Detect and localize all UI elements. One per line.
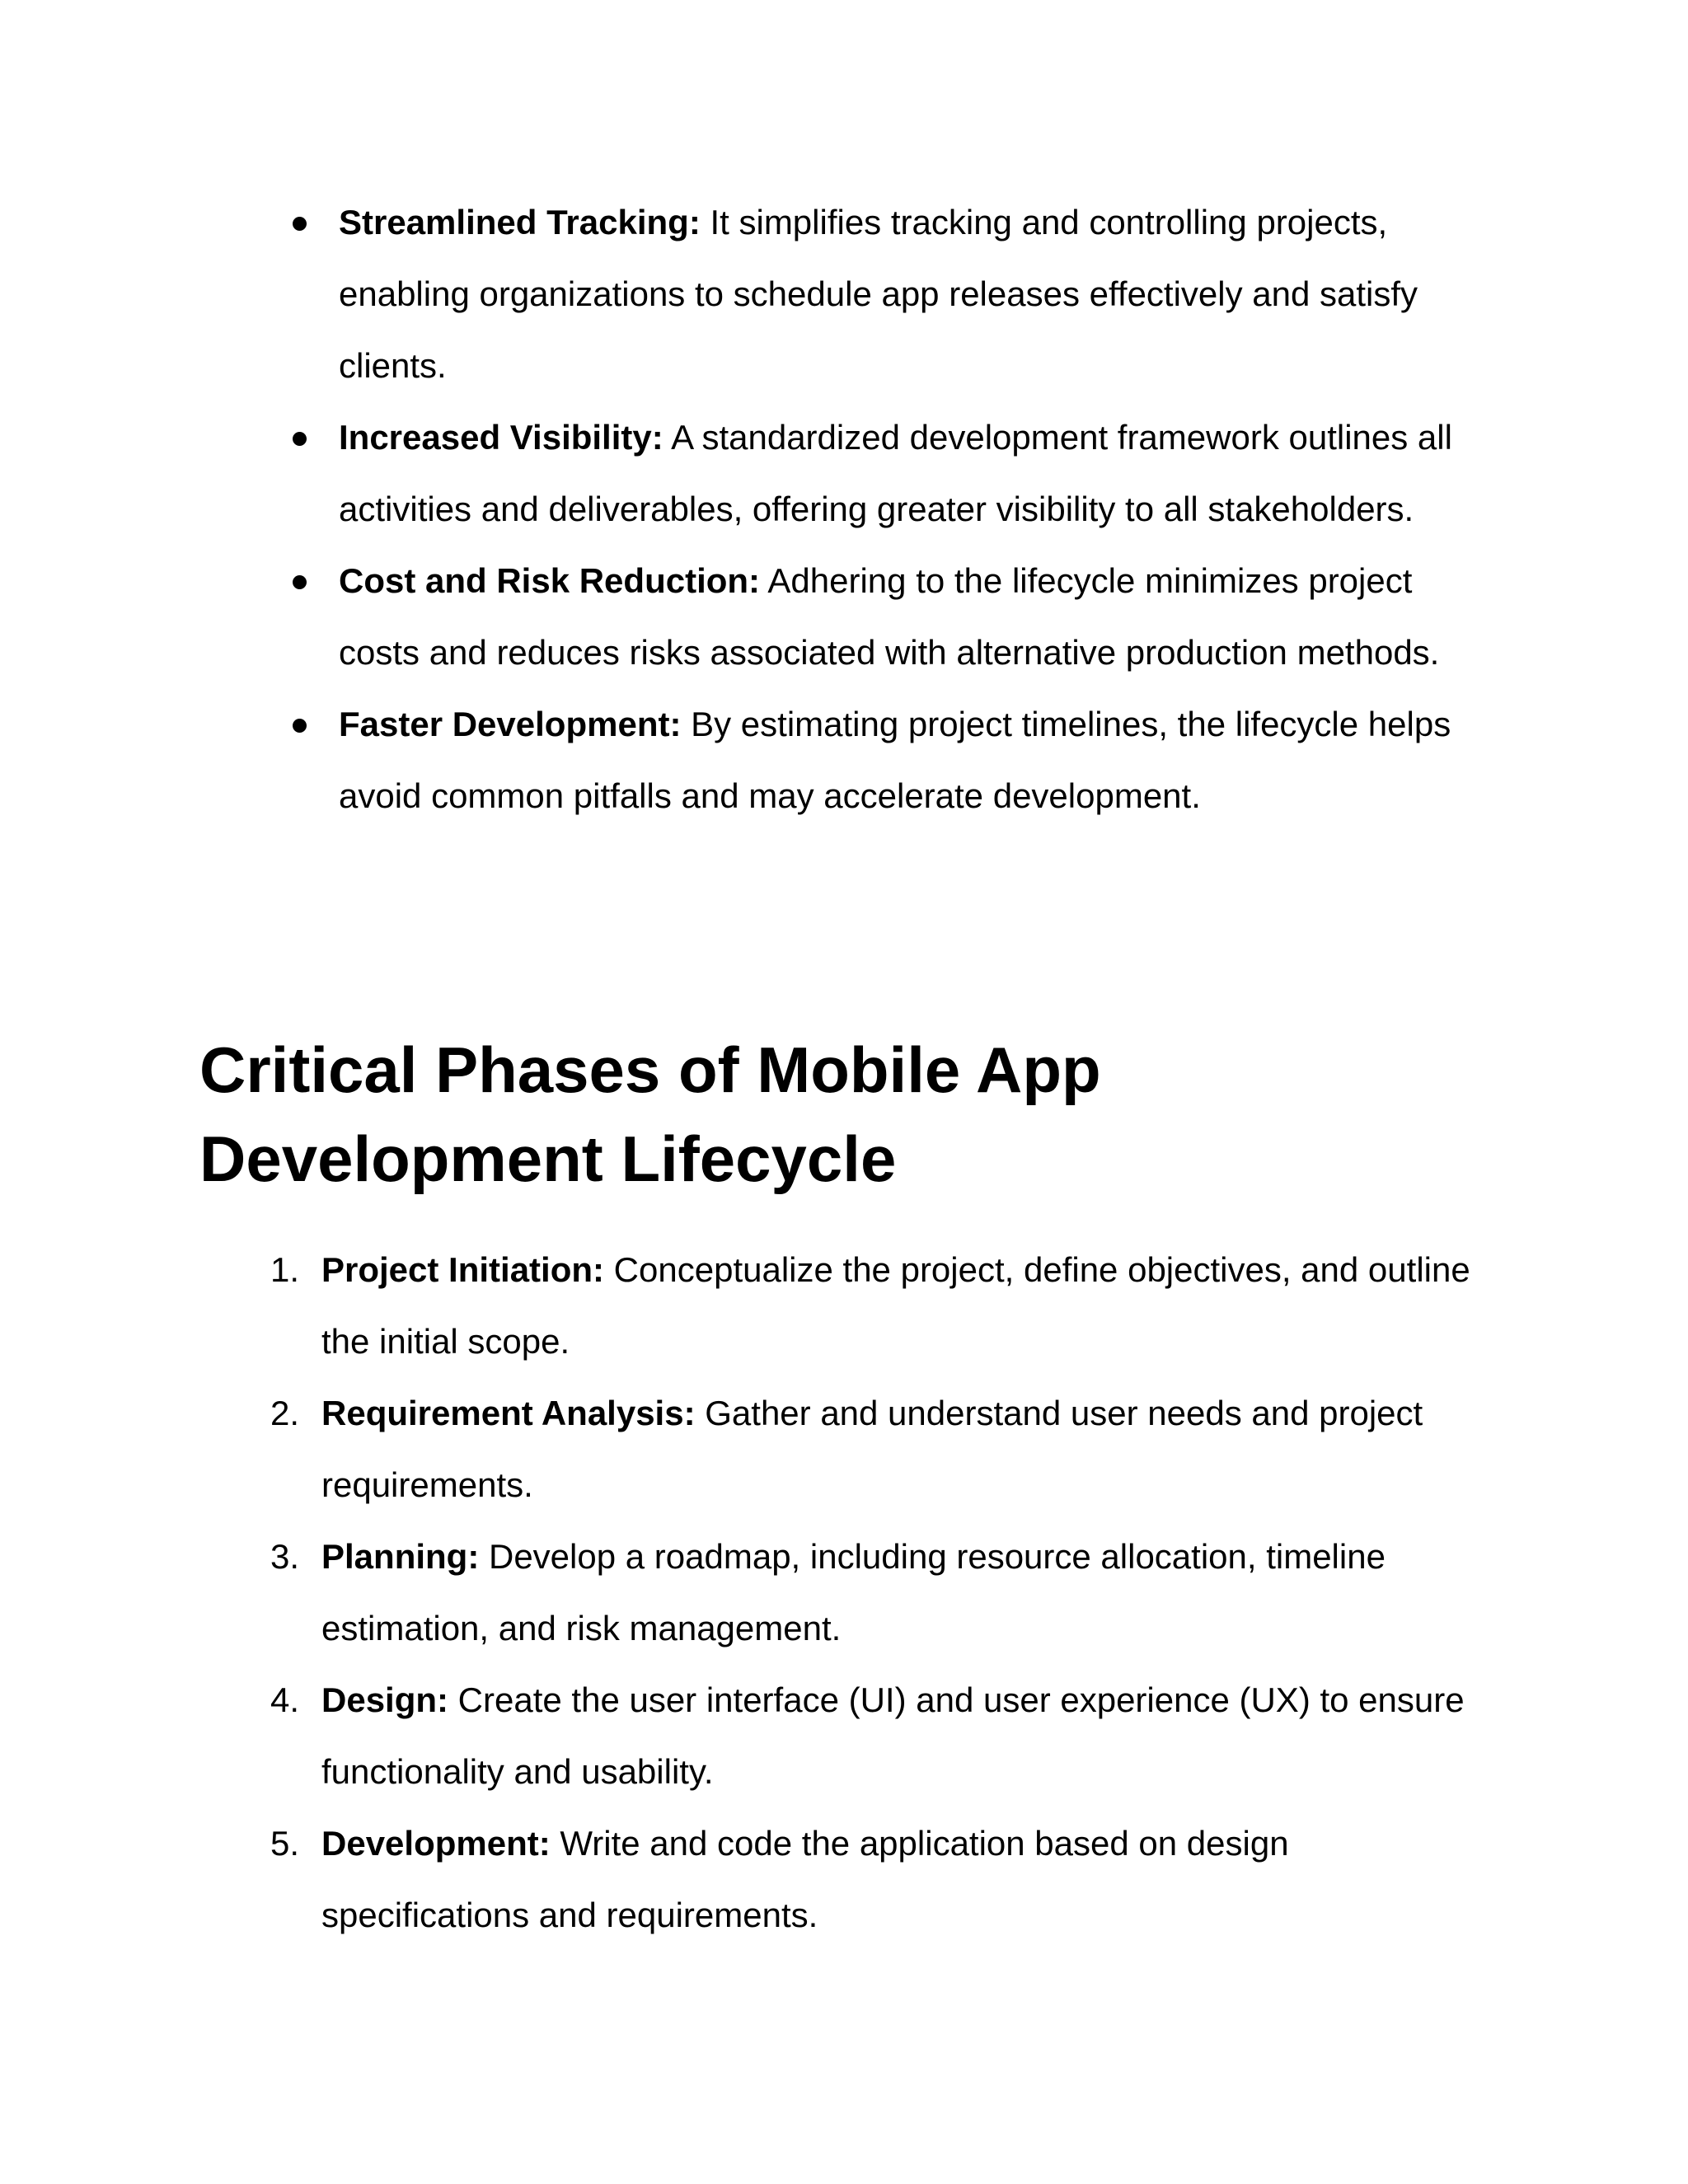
list-item — [288, 186, 1491, 401]
list-item — [260, 1664, 1497, 1807]
bullet-icon — [293, 217, 307, 231]
benefit-term: Faster Development: — [339, 705, 682, 743]
list-number: 4. — [270, 1680, 300, 1719]
list-item — [260, 1377, 1497, 1521]
phase-description: Gather and understand user needs and project requirements. — [321, 1394, 1423, 1504]
phase-term: Planning: — [321, 1537, 480, 1576]
benefit-term: Streamlined Tracking: — [339, 203, 701, 241]
list-item — [260, 1521, 1497, 1664]
list-number: 2. — [270, 1394, 300, 1432]
bullet-icon — [293, 575, 307, 589]
benefit-term: Increased Visibility: — [339, 418, 663, 457]
list-item — [288, 545, 1491, 688]
phase-term: Requirement Analysis: — [321, 1394, 696, 1432]
phase-description: Create the user interface (UI) and user experience (UX) to ensure functionality and usability. — [321, 1680, 1465, 1791]
bullet-icon — [293, 719, 307, 733]
list-number: 1. — [270, 1250, 300, 1289]
list-item — [260, 1807, 1497, 1951]
benefit-description: By estimating project timelines, the lifecycle helps avoid common pitfalls and may accelerate development. — [339, 705, 1451, 815]
list-item — [260, 1234, 1497, 1377]
phase-description: Write and code the application based on design specifications and requirements. — [321, 1824, 1289, 1934]
list-item — [288, 688, 1491, 832]
list-number: 5. — [270, 1824, 300, 1863]
phases-list — [260, 1234, 1497, 1951]
phase-term: Project Initiation: — [321, 1250, 605, 1289]
phase-description: Conceptualize the project, define objectives, and outline the initial scope. — [321, 1250, 1470, 1361]
phase-term: Design: — [321, 1680, 449, 1719]
list-number: 3. — [270, 1537, 300, 1576]
benefits-list — [288, 186, 1491, 832]
list-item — [288, 401, 1491, 545]
section-heading: Critical Phases of Mobile App Development Lifecycle — [199, 1033, 1101, 1195]
phase-term: Development: — [321, 1824, 551, 1863]
phase-description: Develop a roadmap, including resource allocation, timeline estimation, and risk management. — [321, 1537, 1386, 1647]
benefit-term: Cost and Risk Reduction: — [339, 561, 761, 600]
benefit-description: Adhering to the lifecycle minimizes project costs and reduces risks associated with alternative production methods. — [339, 561, 1440, 672]
bullet-icon — [293, 432, 307, 446]
benefit-description: It simplifies tracking and controlling projects, enabling organizations to schedule app releases effectively and satisfy clients. — [339, 203, 1418, 385]
benefit-description: A standardized development framework outlines all activities and deliverables, offering greater visibility to all stakeholders. — [339, 418, 1452, 528]
